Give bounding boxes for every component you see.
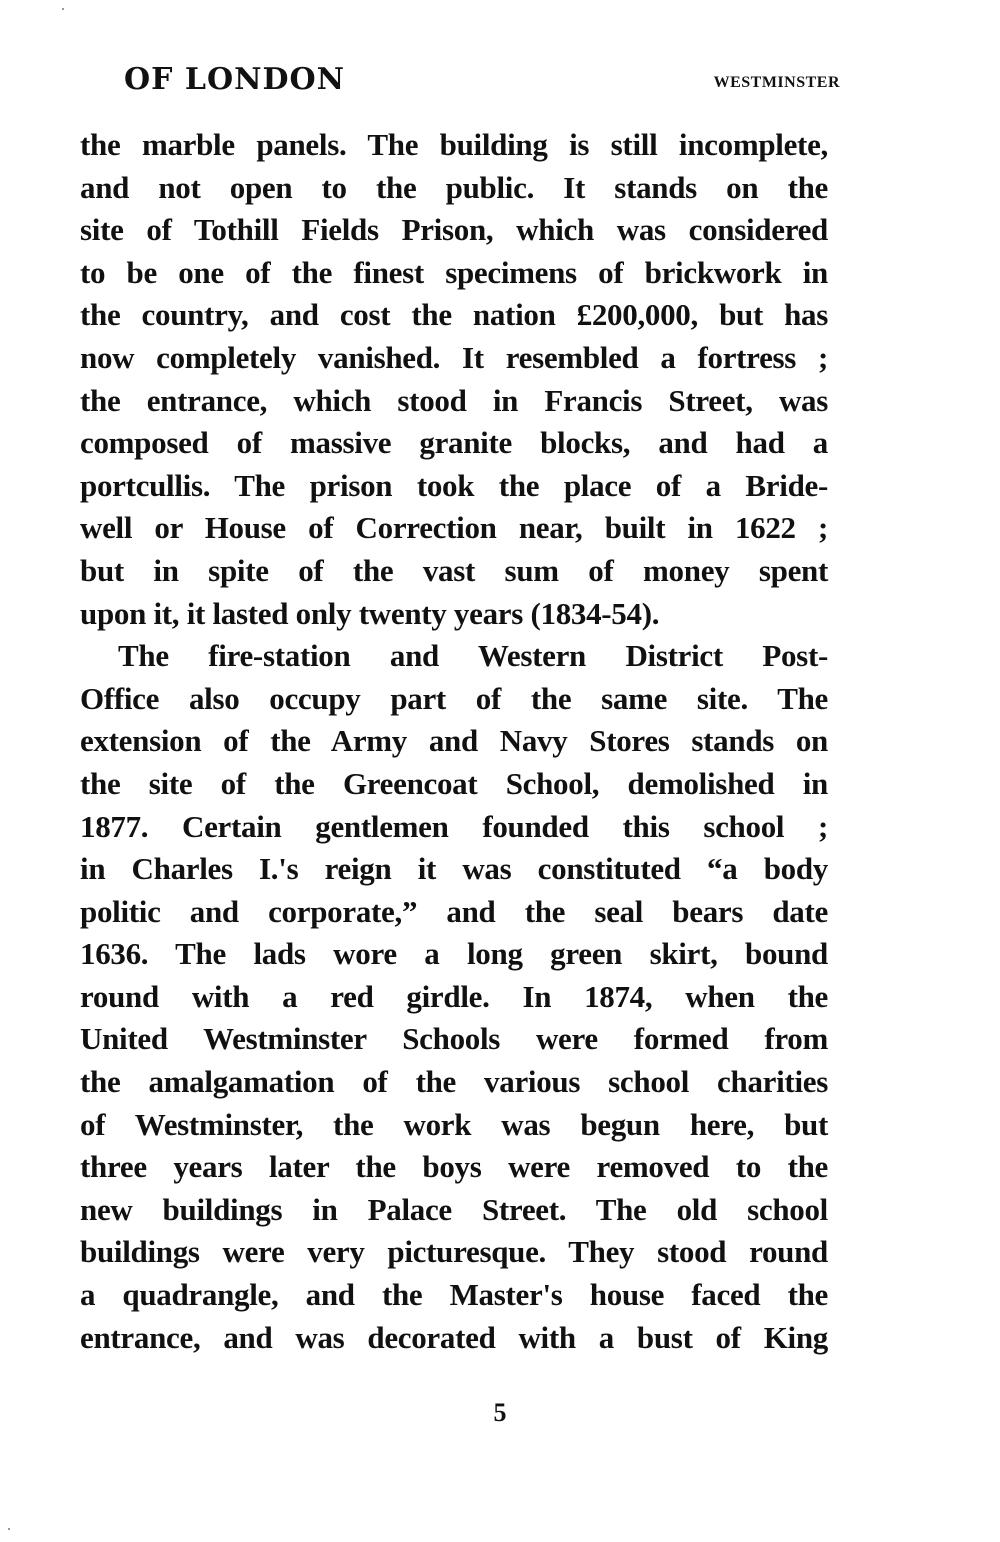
- running-head-section: WESTMINSTER: [713, 74, 840, 91]
- text-line: the marble panels. The building is still incomplete,: [80, 127, 828, 162]
- text-line: composed of massive granite blocks, and had a: [80, 425, 828, 461]
- text-line: of Westminster, the work was begun here, but: [80, 1106, 828, 1142]
- text-line: Office also occupy part of the same site. The: [80, 680, 828, 716]
- running-head: [124, 62, 840, 102]
- text-line: new buildings in Palace Street. The old school: [80, 1191, 828, 1227]
- text-line: entrance, and was decorated with a bust of King: [80, 1319, 828, 1355]
- text-line: three years later the boys were removed to the: [80, 1149, 828, 1185]
- text-line: upon it, it lasted only twenty years (1834-54).: [80, 595, 660, 631]
- text-line: a quadrangle, and the Master's house faced the: [80, 1277, 828, 1313]
- text-line: and not open to the public. It stands on the: [80, 169, 828, 205]
- text-line: to be one of the finest specimens of brickwork in: [80, 254, 828, 290]
- text-line: site of Tothill Fields Prison, which was considered: [80, 212, 828, 248]
- text-line: the entrance, which stood in Francis Street, was: [80, 382, 828, 418]
- text-line: extension of the Army and Navy Stores stands on: [80, 723, 828, 759]
- text-line: the amalgamation of the various school charities: [80, 1064, 828, 1100]
- text-line: United Westminster Schools were formed from: [80, 1021, 828, 1057]
- text-line: round with a red girdle. In 1874, when the: [80, 978, 828, 1014]
- body-text: [80, 124, 828, 1359]
- scan-speck: [8, 1528, 10, 1530]
- text-line: now completely vanished. It resembled a fortress ;: [80, 339, 828, 375]
- page-number: 5: [493, 1398, 507, 1427]
- text-line: in Charles I.'s reign it was constituted “a body: [80, 851, 828, 887]
- text-line: but in spite of the vast sum of money spent: [80, 552, 828, 588]
- scan-speck: [62, 8, 64, 10]
- text-line: the site of the Greencoat School, demolished in: [80, 765, 828, 801]
- text-line: 1636. The lads wore a long green skirt, bound: [80, 936, 828, 972]
- text-line: politic and corporate,” and the seal bears date: [80, 893, 828, 929]
- text-line: portcullis. The prison took the place of a Bride-: [80, 467, 828, 503]
- text-line: 1877. Certain gentlemen founded this school ;: [80, 808, 828, 844]
- text-line: The fire-station and Western District Post-: [118, 638, 828, 674]
- text-line: the country, and cost the nation £200,000, but has: [80, 297, 828, 333]
- text-line: well or House of Correction near, built in 1622 ;: [80, 510, 828, 546]
- text-line: buildings were very picturesque. They stood round: [80, 1234, 828, 1270]
- running-head-title: OF LONDON: [124, 62, 346, 97]
